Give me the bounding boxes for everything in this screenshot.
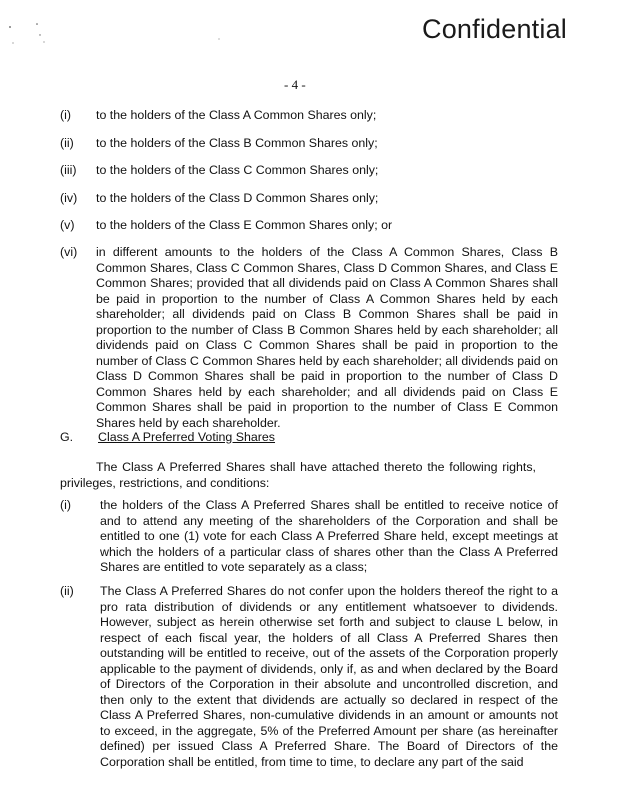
list-item-text: in different amounts to the holders of the Class A Common Shares, Class B Common Shares, Class C Common Shares, Class D Common Shares, and Class E Common Shares; provided that all dividends paid on Class A Common Shares shall be paid in proportion to the number of Class A Common Shares held by each shareholder; all dividends paid on Class B Common Shares shall be paid in proportion to the number of Class B Common Shares held by each shareholder; all dividends paid on Class C Common Shares shall be paid in proportion to the number of Class C Common Shares held by each shareholder; all dividends paid on Class D Common Shares shall be paid in proportion to the number of Class D Common Shares held by each shareholder; and all dividends paid on Class E Common Shares shall be paid in proportion to the number of Class E Common Shares held by each shareholder. [96, 245, 558, 430]
list-item-text: The Class A Preferred Shares do not confer upon the holders thereof the right to a pro rata distribution of dividends or any entitlement whatsoever to dividends. However, subject as herein otherwise set forth and subject to clause L below, in respect of each fiscal year, the holders of all Class A Preferred Shares then outstanding will be entitled to receive, out of the assets of the Corporation properly applicable to the payment of dividends, only if, as and when declared by the Board of Directors of the Corporation in their absolute and uncontrolled discretion, and then only to the extent that dividends are actually so declared in respect of the Class A Preferred Shares, non-cumulative dividends in an amount or amounts not to exceed, in the aggregate, 5% of the Preferred Amount per share (as hereinafter defined) per issued Class A Preferred Share. The Board of Directors of the Corporation shall be entitled, from time to time, to declare any part of the said [100, 584, 558, 769]
list-item-number: (vi) [60, 245, 78, 259]
list-item-text: to the holders of the Class C Common Shares only; [96, 163, 379, 177]
section-heading [60, 430, 276, 446]
list-item-number: (ii) [60, 584, 74, 598]
confidential-stamp: Confidential [422, 14, 567, 44]
list-item-number: (v) [60, 218, 75, 232]
intro-paragraph: The Class A Preferred Shares shall have attached thereto the following rights, privileges, restrictions, and conditions: [60, 460, 536, 490]
list-item-number: (i) [60, 498, 72, 512]
list-item-text: the holders of the Class A Preferred Shares shall be entitled to receive notice of and to attend any meeting of the shareholders of the Corporation and shall be entitled to one (1) vote for each Class A Preferred Share held, except meetings at which the holders of a particular class of shares other than the Class A Preferred Shares are entitled to vote separately as a class; [100, 498, 558, 574]
list-item [60, 245, 560, 430]
list-item-text: to the holders of the Class B Common Shares only; [96, 136, 378, 150]
list-item-number: (iii) [60, 163, 77, 177]
list-item-text: to the holders of the Class D Common Shares only; [96, 191, 379, 205]
list-item-number: (ii) [60, 136, 74, 150]
section-letter: G. [60, 430, 74, 444]
page-number: - 4 - [284, 77, 306, 92]
list-item-number: (iv) [60, 191, 78, 205]
section-title: Class A Preferred Voting Shares [98, 430, 276, 444]
list-item-text: to the holders of the Class A Common Shares only; [96, 108, 377, 122]
list-item-text: to the holders of the Class E Common Shares only; or [96, 218, 393, 232]
list-item-number: (i) [60, 108, 72, 122]
